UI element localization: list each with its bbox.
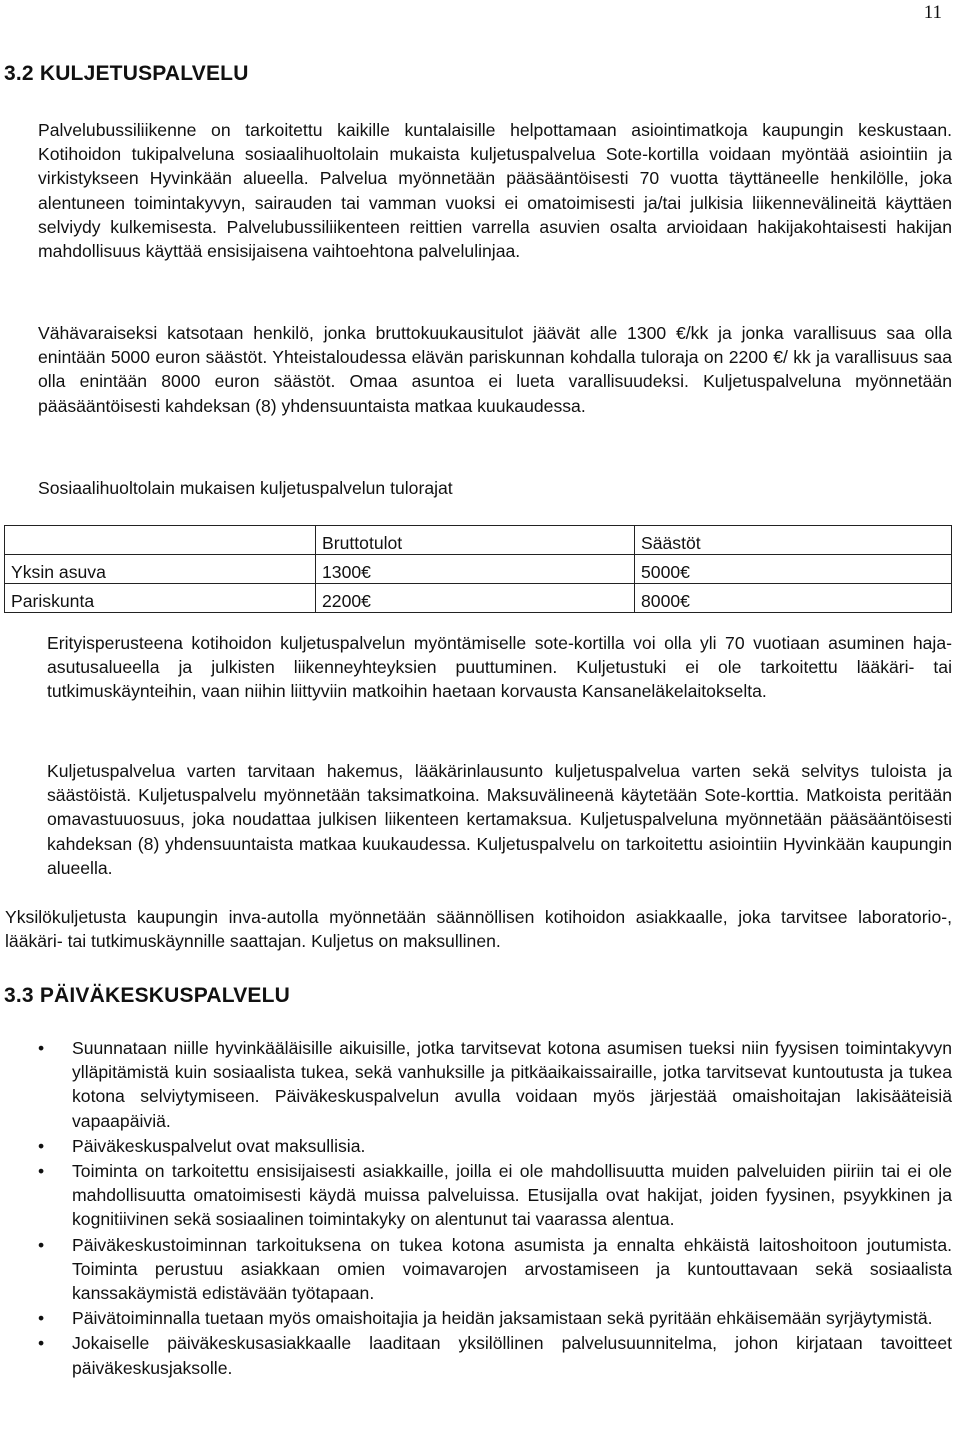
table-header-row xyxy=(5,526,952,555)
paragraph-erityisperusteena: Erityisperusteena kotihoidon kuljetuspalvelun myöntämiselle sote-kortilla voi olla yli 70 vuotiaan asuminen haja-asutusalueella ja julkisten liikenneyhteyksien puuttuminen. Kuljetustuki ei ole tarkoitettu lääkäri- tai tutkimuskäynteihin, vaan niihin liittyviin matkoihin haetaan korvausta Kansaneläkelaitokselta. xyxy=(47,633,952,702)
bullet-list xyxy=(0,1036,952,1381)
paragraph-kuljetuspalvelua-varten: Kuljetuspalvelua varten tarvitaan hakemus, lääkärinlausunto kuljetuspalvelua varten sekä selvitys tuloista ja säästöistä. Kuljetuspalvelu myönnetään taksimatkoina. Maksuvälineenä käytetään Sote-korttia. Matkoista peritään omavastuuosuus, joka noudattaa julkisen liikenteen kertamaksua. Kuljetuspalveluna myönnetään pääsääntöisesti kahdeksan (8) yhdensuuntaista matkaa kuukaudessa. Kuljetuspalvelu on tarkoitettu asiointiin Hyvinkään kaupungin alueella. xyxy=(47,761,952,878)
section-heading-paivakeskuspalvelu: 3.3 PÄIVÄKESKUSPALVELU xyxy=(4,984,291,1007)
paragraph-yksilokuljetusta: Yksilökuljetusta kaupungin inva-autolla myönnetään säännöllisen kotihoidon asiakkaalle, joka tarvitsee laboratorio-, lääkäri- tai tutkimuskäynnille saattajan. Kuljetus on maksullinen. xyxy=(5,907,952,952)
bullet-icon: • xyxy=(38,1161,45,1182)
bullet-icon: • xyxy=(38,1234,45,1255)
table-row xyxy=(5,555,952,584)
table-cell: Pariskunta xyxy=(5,584,316,613)
table-cell: 8000€ xyxy=(635,584,952,613)
income-limits-table xyxy=(4,525,952,613)
section-heading-kuljetuspalvelu: 3.2 KULJETUSPALVELU xyxy=(4,62,249,85)
bullet-icon: • xyxy=(38,1308,45,1329)
table-header-cell: Säästöt xyxy=(635,526,952,555)
list-item xyxy=(0,1036,952,1133)
list-item xyxy=(0,1159,952,1232)
bullet-icon: • xyxy=(38,1135,45,1156)
paragraph-vahavaraiseksi: Vähävaraiseksi katsotaan henkilö, jonka bruttokuukausitulot jäävät alle 1300 €/kk ja jonka varallisuus saa olla enintään 5000 euron säästöt. Yhteistaloudessa elävän pariskunnan kohdalla tuloraja on 2200 €/ kk ja varallisuus saa olla enintään 8000 euron säästöt. Omaa asuntoa ei lueta varallisuudeksi. Kuljetuspalveluna myönnetään pääsääntöisesti kahdeksan (8) yhdensuuntaista matkaa kuukaudessa. xyxy=(38,323,952,416)
table-row xyxy=(5,584,952,613)
list-item xyxy=(0,1306,952,1330)
list-item-text: Suunnataan niille hyvinkääläisille aikuisille, jotka tarvitsevat kotona asumisen tueksi niin fyysisen toimintakyvyn ylläpitämistä kuin sosiaalista tukea, sekä vanhuksille ja pitkäaikaissairaille, jotka tarvitsevat kuntoutusta ja tukea kotona selviytymiseen. Päiväkeskuspalvelun avulla voidaan myös järjestää omaishoitajan lakisääteisiä vapaapäiviä. xyxy=(72,1038,952,1131)
table-header-cell: Bruttotulot xyxy=(316,526,635,555)
paragraph-palvelubussiliikenne: Palvelubussiliikenne on tarkoitettu kaikille kuntalaisille helpottamaan asiointimatkoja kaupungin keskustaan. Kotihoidon tukipalveluna sosiaalihuoltolain mukaista kuljetuspalvelua Sote-kortilla voidaan myöntää asiointiin ja virkistykseen Hyvinkään alueella. Palvelua myönnetään pääsääntöisesti 70 vuotta täyttäneelle henkilölle, joka alentuneen toimintakyvyn, sairauden tai vamman vuoksi ei omatoimisesti ja/tai julkisia liikennevälineitä käyttäen selviydy kulkemisesta. Palvelubussiliikenteen reittien varrella asuvien osalta arvioidaan hakijakohtaisesti hakijan mahdollisuus käyttää ensisijaisena vaihtoehtona palvelulinjaa. xyxy=(38,120,952,262)
bullet-icon: • xyxy=(38,1333,45,1354)
list-item-text: Päiväkeskuspalvelut ovat maksullisia. xyxy=(72,1135,366,1156)
list-item-text: Päivätoiminnalla tuetaan myös omaishoitajia ja heidän jaksamistaan sekä pyritään ehkäisemään syrjäytymistä. xyxy=(72,1308,933,1329)
list-item-text: Päiväkeskustoiminnan tarkoituksena on tukea kotona asumista ja ennalta ehkäistä laitoshoitoon joutumista. Toiminta perustuu asiakkaan omien voimavarojen arvostamiseen ja kuntouttavaan sekä sosiaalista kanssakäymistä edistävään työtapaan. xyxy=(72,1234,952,1304)
list-item xyxy=(0,1233,952,1306)
table-caption: Sosiaalihuoltolain mukaisen kuljetuspalvelun tulorajat xyxy=(38,478,453,498)
table-cell: 2200€ xyxy=(316,584,635,613)
list-item xyxy=(0,1331,952,1379)
page-number: 11 xyxy=(923,2,942,23)
table-cell: Yksin asuva xyxy=(5,555,316,584)
list-item-text: Toiminta on tarkoitettu ensisijaisesti asiakkaille, joilla ei ole mahdollisuutta muiden palveluiden piiriin tai ei ole mahdollisuutta omatoimisesti käydä muissa palveluissa. Etusijalla ovat hakijat, joiden fyysinen, psyykkinen ja kognitiivinen sekä sosiaalinen toimintakyky on alentunut tai vaarassa alentua. xyxy=(72,1161,952,1230)
list-item-text: Jokaiselle päiväkeskusasiakkaalle laaditaan yksilöllinen palvelusuunnitelma, johon kirjataan tavoitteet päiväkeskusjaksolle. xyxy=(72,1333,952,1378)
table-header-cell xyxy=(5,526,316,555)
bullet-icon: • xyxy=(38,1038,45,1058)
table-cell: 1300€ xyxy=(316,555,635,584)
list-item xyxy=(0,1134,952,1158)
table-cell: 5000€ xyxy=(635,555,952,584)
